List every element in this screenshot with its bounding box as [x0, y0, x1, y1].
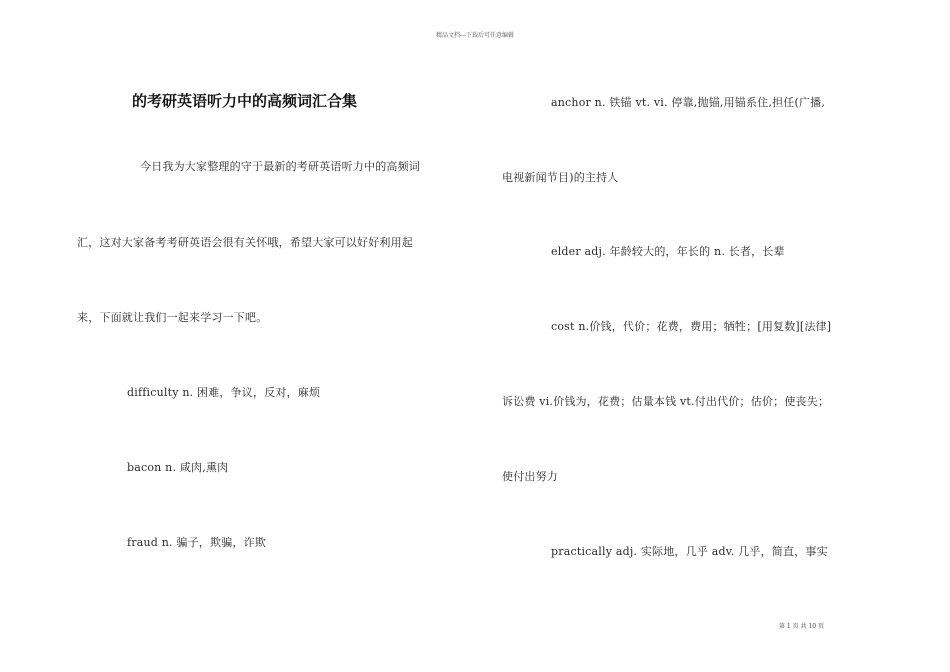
vocab-entry-anchor-continued: 电视新闻节目)的主持人	[502, 171, 619, 184]
document-title: 的考研英语听力中的高频词汇合集	[132, 92, 358, 110]
vocab-entry-fraud: fraud n. 骗子，欺骗，诈欺	[127, 536, 266, 549]
vocab-entry-anchor: anchor n. 铁锚 vt. vi. 停靠,抛锚,用锚系住,担任(广播,	[551, 96, 826, 109]
left-paragraph-line-3: 来，下面就让我们一起来学习一下吧。	[77, 311, 268, 324]
vocab-entry-elder: elder adj. 年龄较大的，年长的 n. 长者，长辈	[551, 245, 785, 258]
vocab-entry-practically: practically adj. 实际地，几乎 adv. 几乎，简直，事实	[551, 545, 828, 558]
page-number: 第 1 页 共 10 页	[779, 623, 824, 630]
vocab-entry-cost-continued-2: 使付出努力	[502, 470, 558, 483]
vocab-entry-difficulty: difficulty n. 困难，争议，反对，麻烦	[127, 386, 321, 399]
page-header: 精品文档---下载后可任意编辑	[435, 32, 515, 39]
left-paragraph-line-2: 汇，这对大家备考考研英语会很有关怀哦，希望大家可以好好利用起	[77, 236, 413, 249]
left-paragraph-line-1: 今日我为大家整理的守于最新的考研英语听力中的高频词	[140, 160, 420, 173]
vocab-entry-cost: cost n.价钱，代价；花费，费用；牺牲；[用复数][法律]	[551, 320, 832, 333]
vocab-entry-cost-continued: 诉讼费 vi.价钱为，花费；估量本钱 vt.付出代价；估价；使丧失；	[502, 395, 830, 408]
vocab-entry-bacon: bacon n. 咸肉,熏肉	[127, 461, 229, 474]
